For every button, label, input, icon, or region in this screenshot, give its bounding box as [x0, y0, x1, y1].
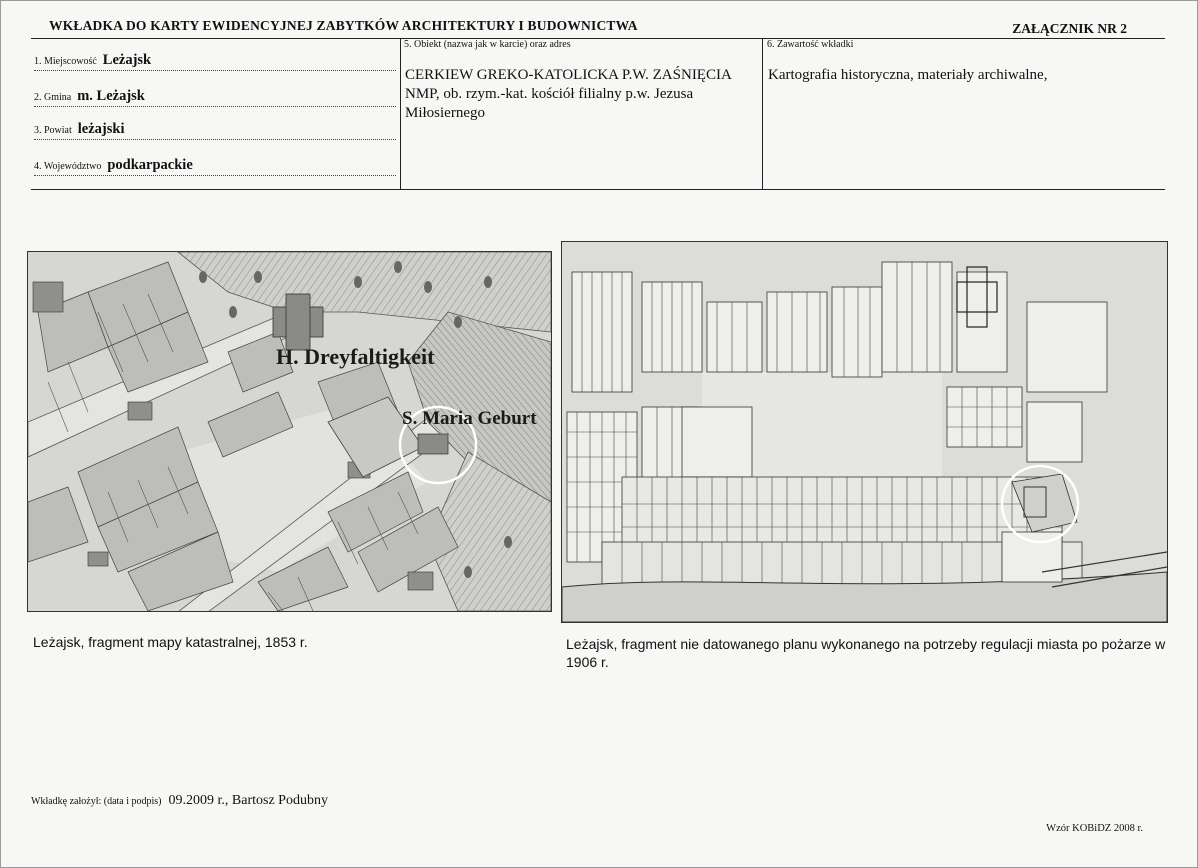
cadastral-map-1853 — [27, 251, 552, 612]
field-district-value: leżajski — [77, 121, 125, 137]
field-locality-label: 1. Miejscowość — [34, 56, 97, 67]
field-locality — [34, 51, 151, 69]
field-voivodeship-label: 4. Województwo — [34, 161, 102, 172]
field-underline — [34, 139, 396, 140]
field-district — [34, 120, 125, 138]
field-commune-label: 2. Gmina — [34, 92, 72, 103]
object-description: CERKIEW GREKO-KATOLICKA P.W. ZAŚNIĘCIA NMP, ob. rzym.-kat. kościół filialny p.w. Jezusa Miłosiernego — [405, 67, 731, 121]
object-label: 5. Obiekt (nazwa jak w karcie) oraz adres — [404, 39, 571, 50]
field-underline — [34, 70, 396, 71]
contents-description: Kartografia historyczna, materiały archiwalne, — [768, 67, 1048, 83]
field-commune-value: m. Leżajsk — [77, 88, 145, 104]
table-bottom-border — [31, 189, 1165, 190]
field-voivodeship-value: podkarpackie — [107, 157, 193, 173]
left-map-caption: Leżajsk, fragment mapy katastralnej, 1853 r. — [33, 634, 308, 650]
town-regulation-plan-1906 — [561, 241, 1168, 623]
cadastral-map-drawing — [28, 252, 551, 611]
attachment-number: ZAŁĄCZNIK NR 2 — [1012, 21, 1127, 36]
map-label-orthodox-church: S. Maria Geburt — [402, 408, 537, 429]
author-value: 09.2009 r., Bartosz Podubny — [168, 793, 328, 808]
field-voivodeship — [34, 156, 193, 174]
field-underline — [34, 106, 396, 107]
field-commune — [34, 87, 145, 105]
map-label-church: H. Dreyfaltigkeit — [276, 344, 435, 369]
table-top-border — [31, 38, 1165, 39]
author-label: Wkładkę założył: (data i podpis) — [31, 796, 162, 807]
contents-label: 6. Zawartość wkładki — [767, 39, 854, 50]
right-map-caption: Leżajsk, fragment nie datowanego planu wykonanego na potrzeby regulacji miasta po pożarze w 1906 r. — [566, 636, 1166, 670]
sheet-title: WKŁADKA DO KARTY EWIDENCYJNEJ ZABYTKÓW ARCHITEKTURY I BUDOWNICTWA — [49, 18, 638, 33]
column-divider-1 — [400, 38, 401, 189]
field-locality-value: Leżajsk — [102, 52, 152, 68]
regulation-plan-drawing — [562, 242, 1167, 622]
field-underline — [34, 175, 396, 176]
author-signature — [31, 791, 328, 809]
field-district-label: 3. Powiat — [34, 125, 72, 136]
template-version: Wzór KOBiDZ 2008 r. — [1046, 823, 1143, 834]
